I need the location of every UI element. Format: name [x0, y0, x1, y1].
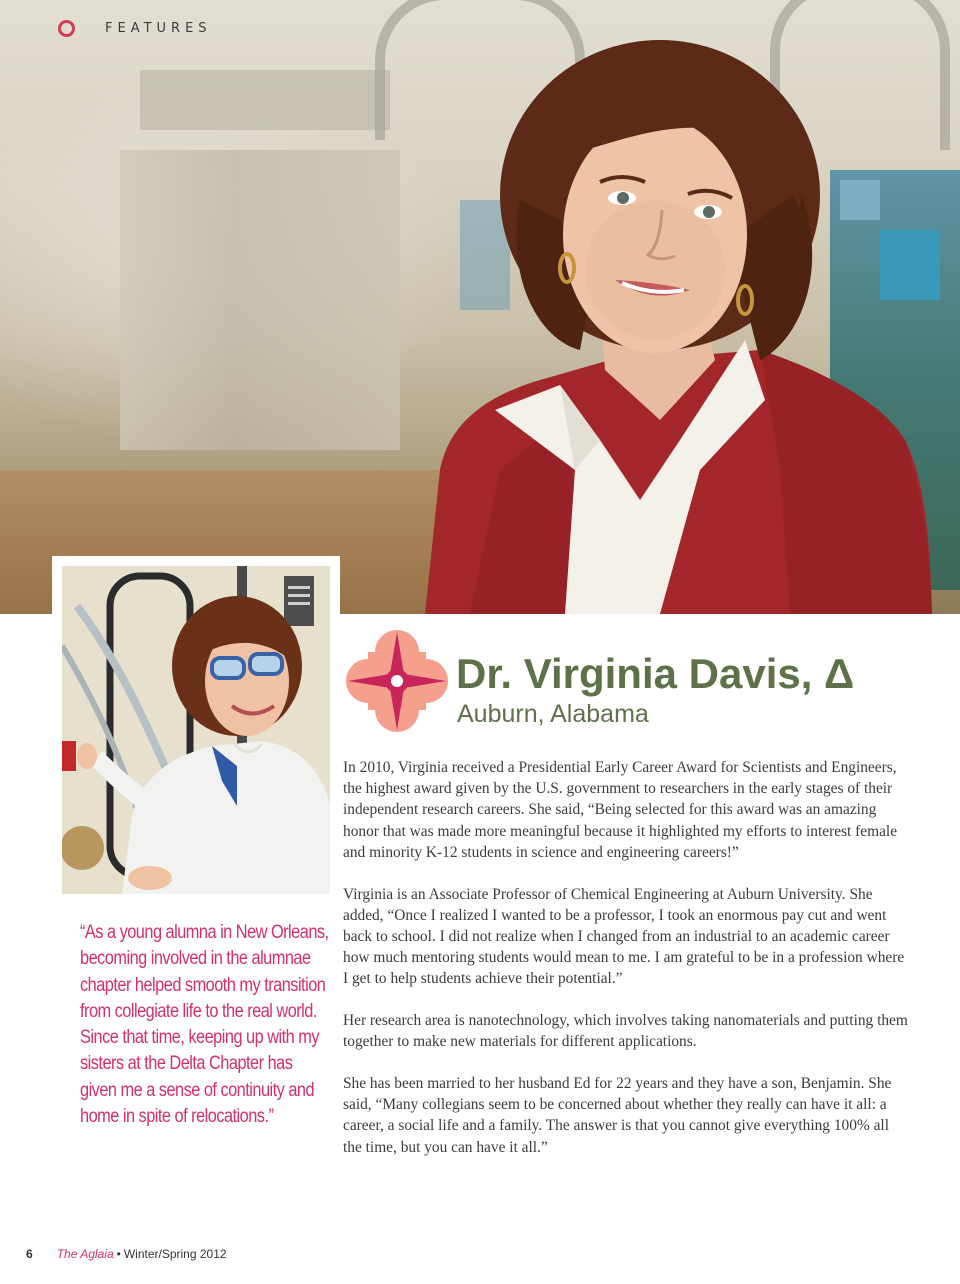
pull-quote: “As a young alumna in New Orleans, becoming involved in the alumnae chapter helped smooth my transition from collegiate life to the real world. Since that time, keeping up with my sisters at the Delta Chapter has given me a sense of continuity and home in spite of relocations.” — [80, 922, 329, 1128]
article-paragraph: Virginia is an Associate Professor of Chemical Engineering at Auburn University. She added, “Once I realized I wanted to be a professor, I took an enormous pay cut and went back to school. I did not realize when I changed from an industrial to an academic career how much mentoring students would mean to me. I am grateful to be in a profession where I get to help students achieve their potential.” — [343, 885, 905, 988]
footer-separator: • — [116, 1247, 121, 1261]
lab-window — [140, 70, 390, 130]
inset-photo — [52, 556, 340, 902]
article-body — [343, 757, 909, 1178]
page-number: 6 — [26, 1247, 33, 1261]
issue-label: Winter/Spring 2012 — [123, 1247, 227, 1261]
lab-scene — [62, 566, 330, 894]
sorority-flower-icon — [346, 630, 448, 732]
section-label: FEATURES — [105, 21, 212, 36]
profile-name: Dr. Virginia Davis, Δ — [456, 650, 855, 697]
lab-equipment — [460, 200, 510, 310]
article-paragraph: She has been married to her husband Ed for 22 years and they have a son, Benjamin. She said, “Many collegians seem to be concerned about whether they really can have it all: a career, a social life and a family. The answer is that you cannot give everything 100% all the time, but you can have it all.” — [343, 1074, 892, 1156]
lab-pipe — [375, 0, 585, 140]
lab-equipment-right — [840, 180, 880, 220]
profile-location: Auburn, Alabama — [457, 700, 649, 728]
hero-photo — [0, 0, 960, 614]
lab-pipe — [770, 0, 950, 150]
lab-equipment-right — [880, 230, 940, 300]
publication-name: The Aglaia — [56, 1247, 114, 1261]
lab-background — [120, 150, 400, 450]
circle-icon — [58, 20, 75, 37]
inset-photo-image — [62, 566, 330, 894]
article-paragraph: In 2010, Virginia received a Presidential Early Career Award for Scientists and Engineers, the highest award given by the U.S. government to researchers in the early stages of their independent research careers. She said, “Being selected for this award was an amazing honor that was made more meaningful because it highlighted my efforts to interest female and minority K-12 students in science and engineering careers!” — [343, 759, 898, 861]
section-header — [58, 20, 212, 37]
article-paragraph: Her research area is nanotechnology, which involves taking nanomaterials and putting them together to make new materials for different applications. — [343, 1012, 908, 1051]
page-footer — [26, 1247, 227, 1261]
